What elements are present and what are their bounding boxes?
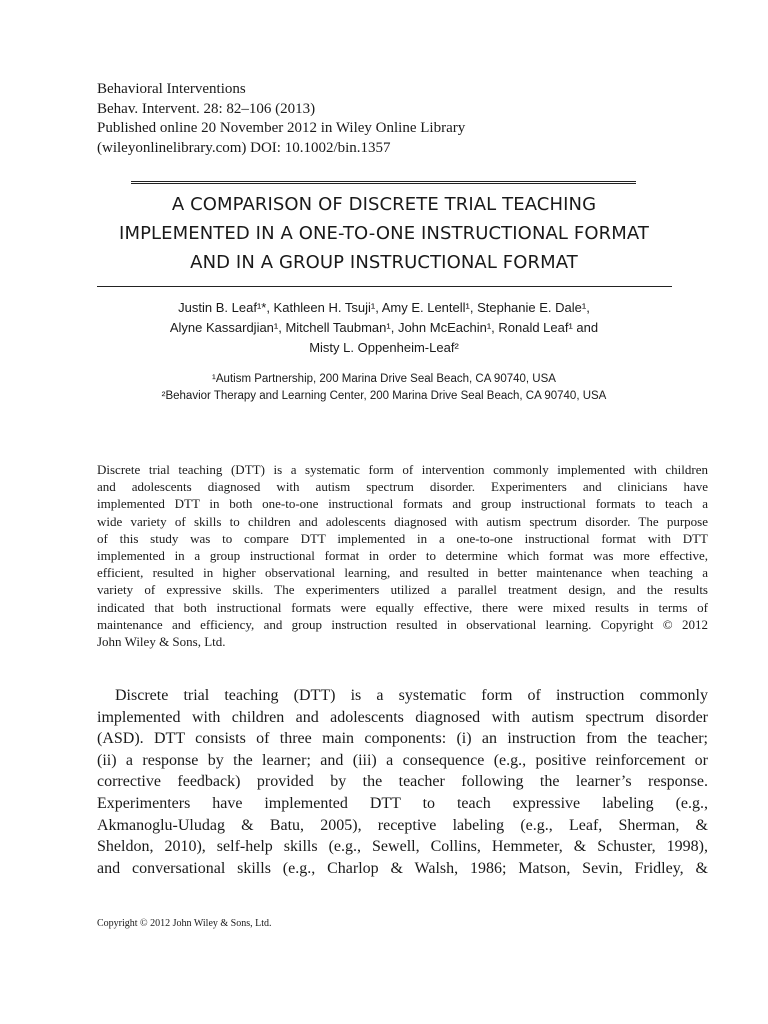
- abstract-line: maintenance and efficiency, and group instruction resulted in observational learning. Copyright © 2012: [97, 616, 708, 632]
- body-line: Experimenters have implemented DTT to teach expressive labeling (e.g.,: [97, 794, 708, 812]
- authors-line-3: Misty L. Oppenheim-Leaf²: [309, 340, 459, 355]
- journal-header: [97, 80, 697, 158]
- abstract-line: of this study was to compare DTT implemented in a one-to-one instructional format with DTT: [97, 530, 708, 546]
- title-top-rule: [131, 181, 636, 184]
- affiliation-2: ²Behavior Therapy and Learning Center, 200 Marina Drive Seal Beach, CA 90740, USA: [161, 390, 607, 402]
- body-line: Akmanoglu-Uludag & Batu, 2005), receptive labeling (e.g., Leaf, Sherman, &: [97, 816, 708, 834]
- body-line: (ASD). DTT consists of three main components: (i) an instruction from the teacher;: [97, 730, 708, 748]
- affiliations: [80, 371, 688, 405]
- title-bottom-rule: [97, 286, 672, 287]
- title-line-3: AND IN A GROUP INSTRUCTIONAL FORMAT: [190, 252, 578, 273]
- abstract-line: wide variety of skills to children and adolescents diagnosed with autism spectrum disorder. The purpose: [97, 513, 708, 529]
- body-text: [97, 685, 708, 879]
- authors-line-2: Alyne Kassardjian¹, Mitchell Taubman¹, John McEachin¹, Ronald Leaf¹ and: [169, 320, 599, 335]
- article-title: [80, 190, 688, 277]
- body-line: and conversational skills (e.g., Charlop & Walsh, 1986; Matson, Sevin, Fridley, &: [97, 859, 708, 877]
- abstract: [97, 461, 708, 650]
- doi-line: (wileyonlinelibrary.com) DOI: 10.1002/bin.1357: [97, 139, 391, 156]
- abstract-line: implemented in a group instructional format in order to determine which format was more effective,: [97, 548, 708, 564]
- abstract-line: indicated that both instructional formats were equally effective, there were mixed results in terms of: [97, 599, 708, 615]
- title-line-1: A COMPARISON OF DISCRETE TRIAL TEACHING: [171, 194, 597, 215]
- body-line: Sheldon, 2010), self-help skills (e.g., Sewell, Collins, Hemmeter, & Schuster, 1998),: [97, 838, 708, 856]
- journal-name: Behavioral Interventions: [97, 81, 246, 97]
- copyright-footer: Copyright © 2012 John Wiley & Sons, Ltd.: [97, 918, 272, 929]
- journal-citation: Behav. Intervent. 28: 82–106 (2013): [97, 100, 316, 117]
- body-line: corrective feedback) provided by the teacher following the learner’s response.: [97, 773, 708, 791]
- abstract-line: John Wiley & Sons, Ltd.: [97, 634, 226, 650]
- abstract-line: implemented DTT in both one-to-one instructional formats and group instructional formats to teach a: [97, 496, 708, 512]
- body-line: (ii) a response by the learner; and (iii) a consequence (e.g., positive reinforcement or: [97, 751, 708, 769]
- affiliation-1: ¹Autism Partnership, 200 Marina Drive Seal Beach, CA 90740, USA: [212, 373, 556, 385]
- abstract-line: variety of expressive skills. The experimenters utilized a parallel treatment design, and the results: [97, 582, 708, 598]
- abstract-line: Discrete trial teaching (DTT) is a systematic form of intervention commonly implemented with children: [97, 462, 708, 477]
- authors-line-1: Justin B. Leaf¹*, Kathleen H. Tsuji¹, Amy E. Lentell¹, Stephanie E. Dale¹,: [178, 300, 590, 315]
- body-line: implemented with children and adolescents diagnosed with autism spectrum disorder: [97, 708, 708, 726]
- publication-info: Published online 20 November 2012 in Wiley Online Library: [97, 120, 466, 136]
- author-list: [80, 298, 688, 358]
- title-line-2: IMPLEMENTED IN A ONE-TO-ONE INSTRUCTIONAL FORMAT: [119, 223, 649, 244]
- abstract-line: and adolescents diagnosed with autism spectrum disorder. Experimenters and clinicians have: [97, 479, 708, 495]
- abstract-line: efficient, resulted in higher observational learning, and resulted in better maintenance when teaching a: [97, 565, 708, 581]
- body-line: Discrete trial teaching (DTT) is a systematic form of instruction commonly: [115, 687, 708, 704]
